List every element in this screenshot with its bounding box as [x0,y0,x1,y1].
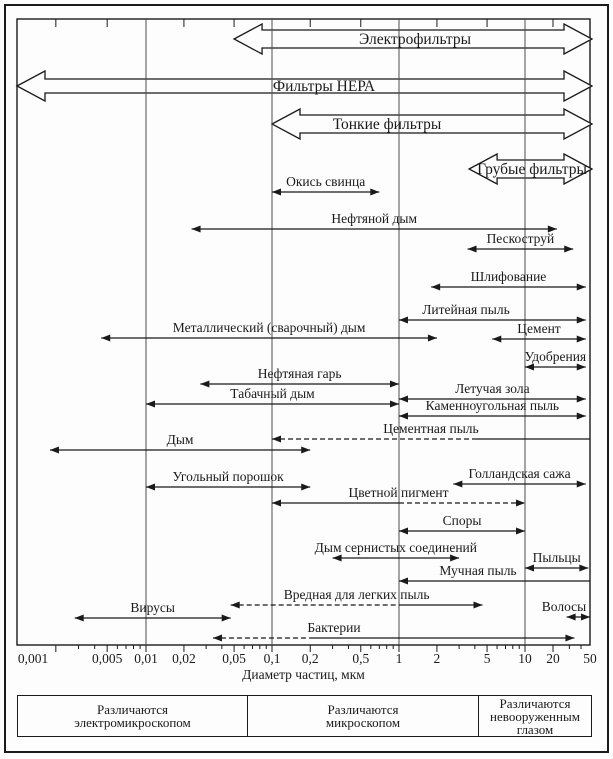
tick-label: 5 [483,651,491,666]
tick-label: 0,2 [301,651,319,666]
arrowhead [301,484,310,491]
particle-label: Споры [442,513,482,528]
arrowhead [399,578,408,585]
particle-label: Дым сернистых соединений [314,540,478,555]
arrowhead [272,436,281,443]
particle-label: Летучая зола [455,381,530,396]
tick-label: 0,01 [134,651,158,666]
particle-label: Бактерии [307,620,361,635]
arrowhead [565,635,574,642]
legend-line: Различаются [327,702,399,717]
legend-line: электромикроскопом [74,715,191,730]
particle-label: Окись свинца [286,174,366,189]
legend-line: Различаются [96,702,169,717]
legend-line: глазом [516,721,554,737]
arrowhead [146,401,155,408]
arrowhead [390,381,399,388]
tick-label: 0,05 [222,651,246,666]
legend-line: микроскопом [325,715,401,730]
arrowhead [146,484,155,491]
arrowhead [231,602,240,609]
tick-label: 50 [583,651,597,666]
arrowhead [516,500,525,507]
particle-label: Вредная для легких пыль [283,587,430,602]
arrowhead [390,401,399,408]
arrowhead [474,602,483,609]
arrowhead [333,555,342,562]
particle-label: Шлифование [470,269,547,284]
arrowhead [101,335,110,342]
legend-cell-microscope [248,696,479,736]
filter-band-label: Электрофильтры [358,31,472,48]
arrowhead [399,396,408,403]
filter-band-label: Грубые фильтры [477,161,587,178]
x-axis-title: Диаметр частиц, мкм [242,667,365,682]
arrowhead [399,528,408,535]
arrowhead [399,317,408,324]
legend-cell-naked-eye [479,696,591,736]
particle-label: Нефтяная гарь [257,366,342,381]
arrowhead [272,189,281,196]
particle-label: Пескоструй [486,231,555,246]
arrowhead [516,528,525,535]
particle-label: Голландская сажа [468,466,571,481]
arrowhead [75,615,84,622]
particle-label: Угольный порошок [172,469,284,484]
arrowhead [492,336,501,343]
tick-label: 10 [518,651,532,666]
particle-label: Каменноугольная пыль [425,398,560,413]
particle-label: Мучная пыль [439,563,517,578]
arrowhead [525,364,534,371]
particle-label: Цементная пыль [383,421,479,436]
filter-band-label: Фильтры НЕРА [272,78,376,95]
arrowhead [200,381,209,388]
arrowhead [272,500,281,507]
arrowhead [453,481,462,488]
tick-label: 0,001 [17,651,49,666]
arrowhead [579,565,588,572]
tick-label: 20 [546,651,560,666]
arrowhead [301,447,310,454]
particle-label: Удобрения [524,349,587,364]
arrowhead [468,246,477,253]
arrowhead [581,614,590,621]
tick-label: 1 [395,651,403,666]
arrowhead [567,614,576,621]
arrowhead [450,555,459,562]
tick-label: 0,5 [352,651,370,666]
legend-line: Различаются [499,695,571,711]
arrowhead [192,226,201,233]
arrowhead [577,481,586,488]
particle-label: Нефтяной дым [331,211,418,226]
tick-label: 0,005 [91,651,123,666]
arrowhead [577,284,586,291]
particle-label: Дым [166,432,194,447]
arrowhead [428,335,437,342]
arrowhead [222,615,231,622]
tick-label: 2 [433,651,441,666]
arrowhead [50,447,59,454]
particle-label: Табачный дым [230,386,315,401]
arrowhead [577,317,586,324]
particle-label: Литейная пыль [422,302,510,317]
particle-label: Пыльцы [532,550,581,565]
filter-band-label: Тонкие фильтры [332,116,442,133]
particle-label: Вирусы [130,600,175,615]
arrowhead [431,284,440,291]
arrowhead [577,364,586,371]
arrowhead [525,565,534,572]
arrowhead [577,396,586,403]
arrowhead [577,413,586,420]
particle-label: Металлический (сварочный) дым [172,320,366,335]
arrowhead [564,246,573,253]
legend-line: невооруженным [490,708,580,724]
arrowhead [577,336,586,343]
arrowhead [213,635,222,642]
arrowhead [370,189,379,196]
arrowhead [399,413,408,420]
particle-label: Цветной пигмент [348,485,449,500]
particle-label: Волосы [541,599,587,614]
tick-label: 0,02 [172,651,196,666]
tick-label: 0,1 [263,651,281,666]
visibility-legend-table [17,695,592,737]
legend-cell-electron-microscope [18,696,248,736]
particle-label: Цемент [517,321,561,336]
